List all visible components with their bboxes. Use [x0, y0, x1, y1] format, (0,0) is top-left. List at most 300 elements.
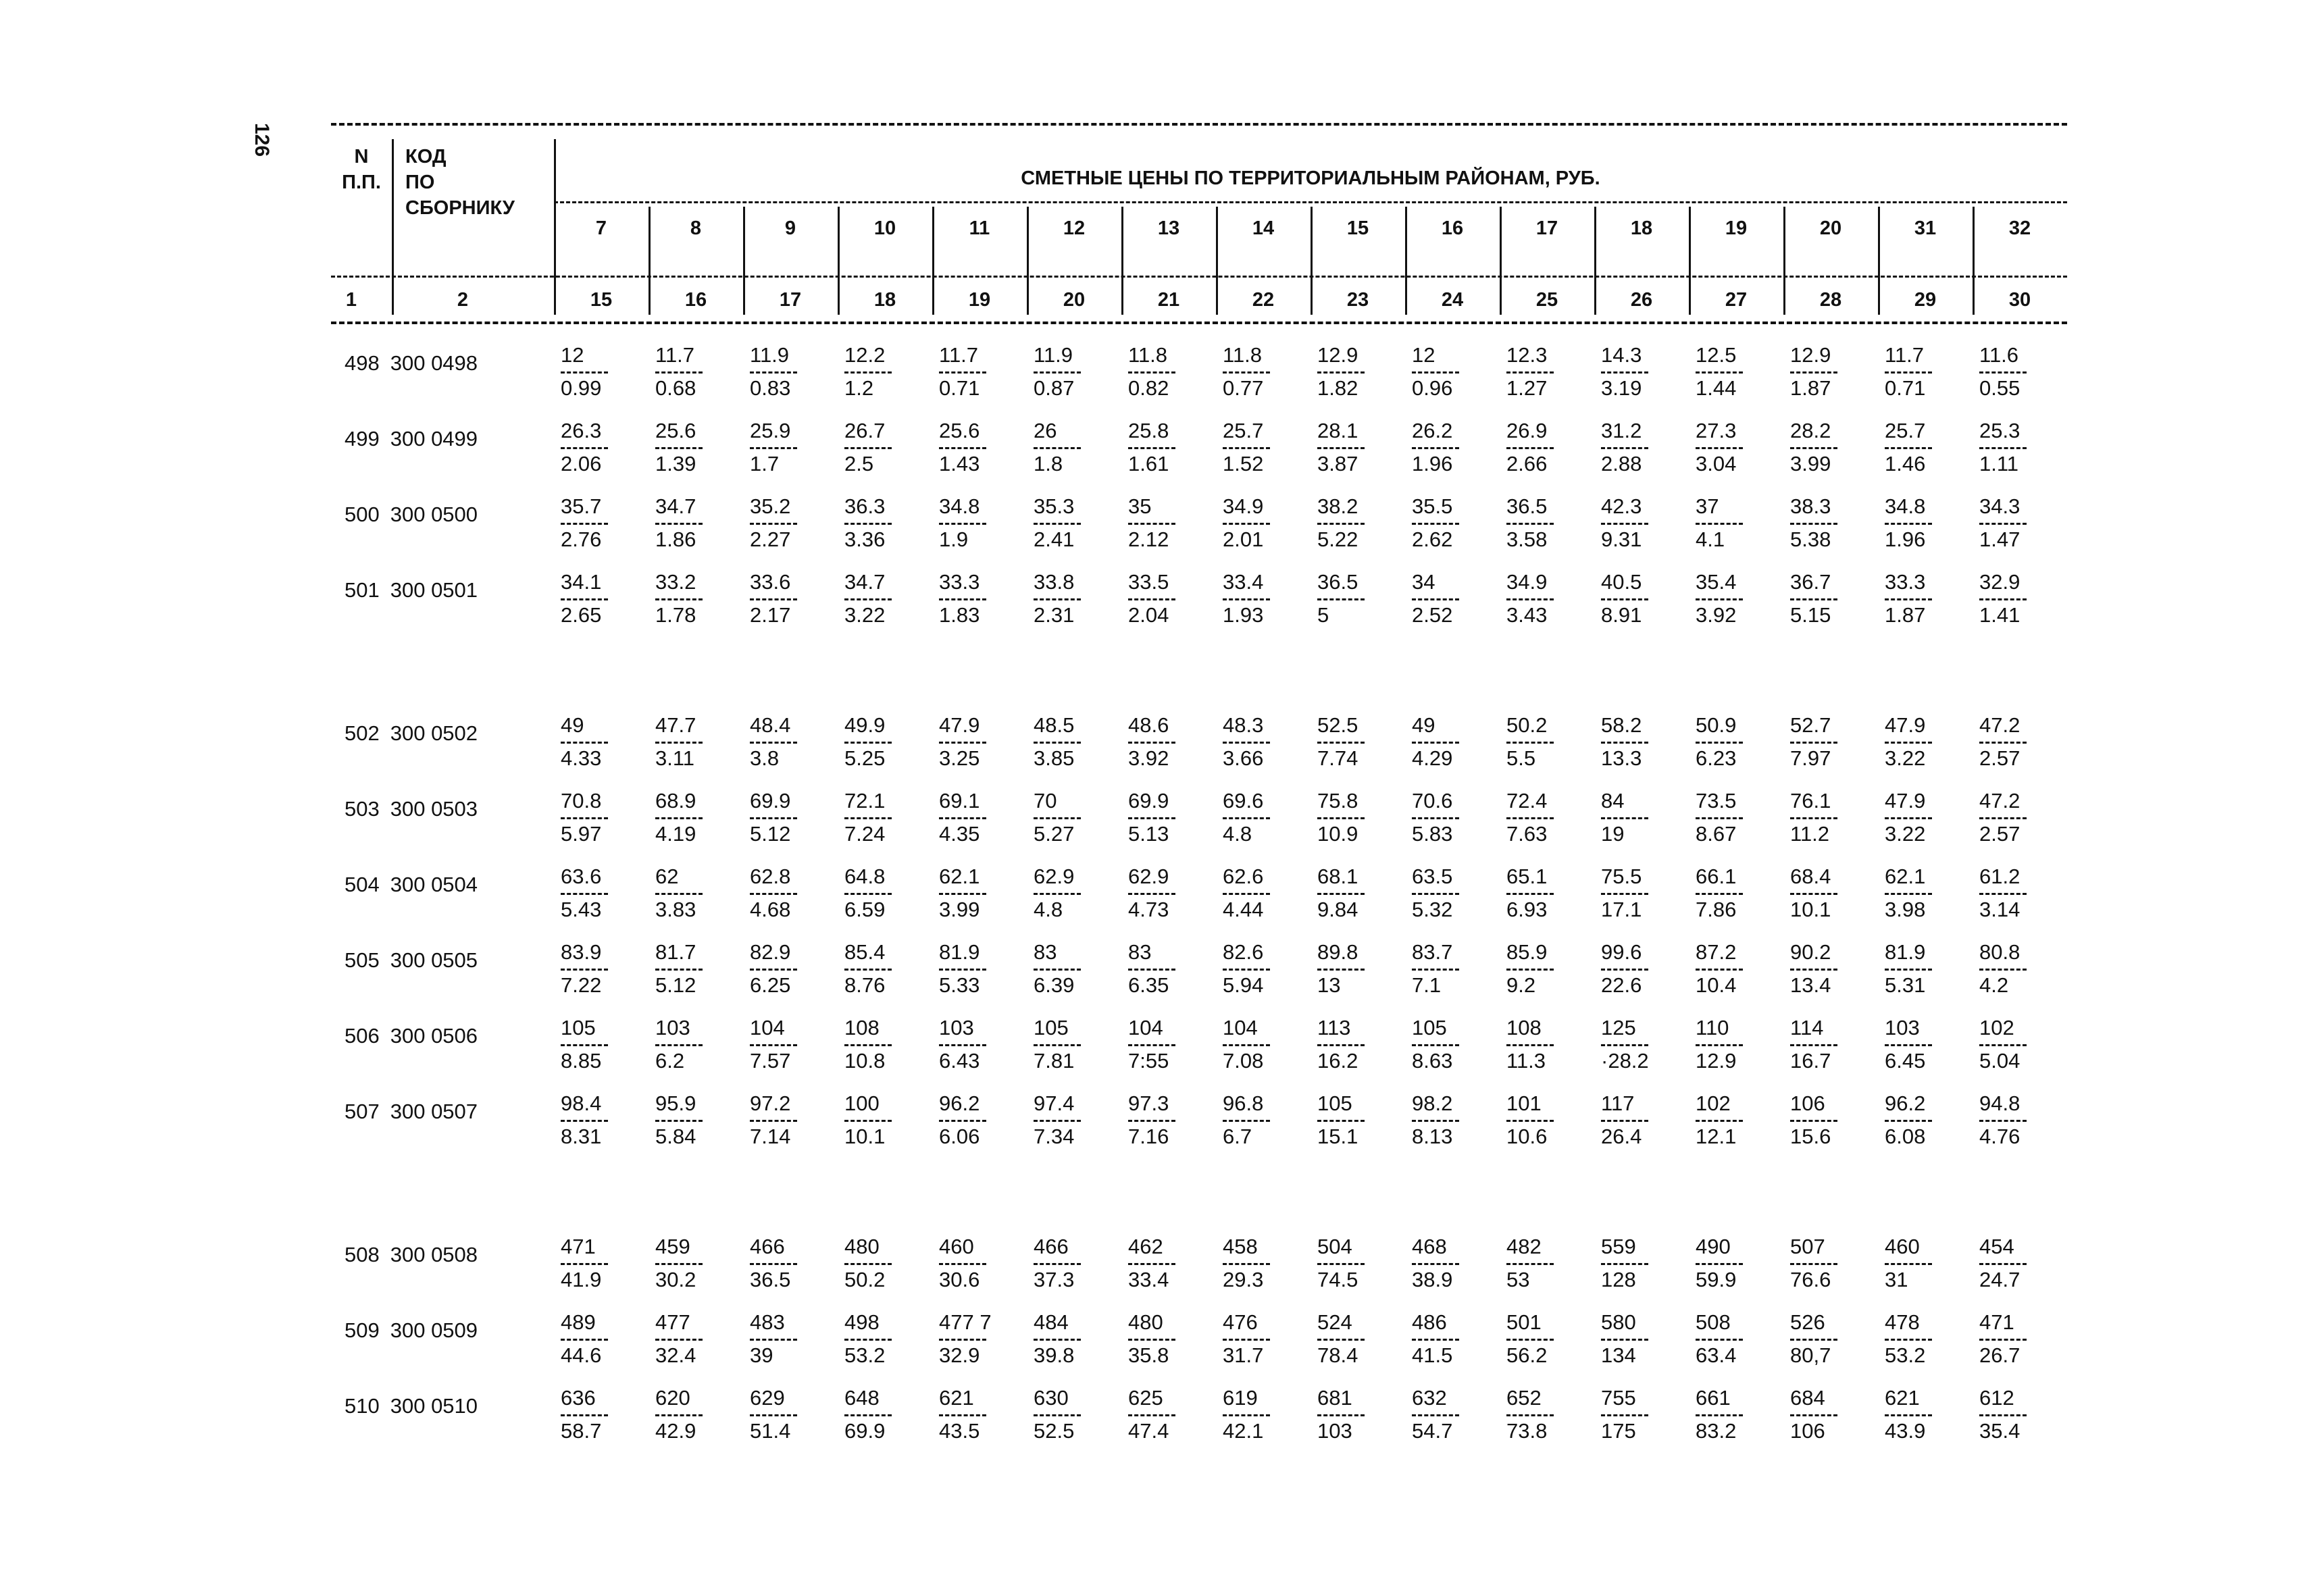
price-value: 72.1	[844, 789, 886, 813]
column-number: 15	[590, 289, 613, 311]
column-number: 27	[1725, 289, 1748, 311]
price-sub-value: 9.2	[1506, 973, 1536, 997]
fraction-bar	[1601, 447, 1648, 449]
price-sub-value: 1.44	[1696, 376, 1737, 400]
price-cell	[1696, 494, 1777, 552]
fraction-bar	[561, 523, 608, 525]
price-sub-value: 0.83	[750, 376, 791, 400]
column-number: 17	[779, 289, 802, 311]
row-number-and-code	[345, 721, 478, 746]
price-cell	[1979, 865, 2060, 922]
table-row	[331, 482, 2067, 558]
price-sub-value: 2.31	[1034, 603, 1075, 627]
price-cell	[1790, 713, 1871, 771]
fraction-bar	[655, 1263, 703, 1265]
price-sub-value: 0.71	[1885, 376, 1926, 400]
price-sub-value: 7:55	[1128, 1049, 1169, 1073]
price-sub-value: 1.96	[1412, 452, 1453, 475]
row-number-and-code	[345, 1024, 478, 1048]
price-value: 34.9	[1506, 570, 1548, 594]
price-sub-value: 1.27	[1506, 376, 1548, 400]
price-cell	[1790, 865, 1871, 922]
price-sub-value: 5.33	[939, 973, 980, 997]
price-cell	[844, 1310, 925, 1368]
price-sub-value: 56.2	[1506, 1343, 1548, 1367]
price-sub-value: 1.61	[1128, 452, 1169, 475]
row-number: 510	[345, 1394, 380, 1418]
fraction-bar	[939, 523, 986, 525]
fraction-bar	[1696, 969, 1743, 971]
row-code: 300 0505	[390, 948, 478, 972]
price-value: 114	[1790, 1016, 1824, 1039]
fraction-bar	[561, 598, 608, 600]
price-value: 69.9	[1128, 789, 1169, 813]
fraction-bar	[1601, 1263, 1648, 1265]
price-cell	[1601, 570, 1682, 627]
price-cell	[1034, 1310, 1115, 1368]
fraction-bar	[1412, 371, 1459, 374]
price-sub-value: 3.92	[1128, 746, 1169, 770]
fraction-bar	[939, 817, 986, 819]
price-value: 468	[1412, 1235, 1447, 1258]
fraction-bar	[1128, 447, 1175, 449]
region-header: 8	[690, 217, 702, 239]
price-value: 36.5	[1317, 570, 1358, 594]
fraction-bar	[1506, 1044, 1554, 1046]
table-row	[331, 1374, 2067, 1449]
price-value: 26.7	[844, 419, 886, 442]
price-sub-value: 10.1	[844, 1125, 886, 1148]
row-number: 499	[345, 427, 380, 451]
price-value: 83.9	[561, 940, 602, 964]
group-spacer	[331, 634, 2067, 701]
price-cell	[1317, 865, 1398, 922]
price-value: 38.2	[1317, 494, 1358, 518]
price-value: 99.6	[1601, 940, 1642, 964]
price-cell	[1979, 940, 2060, 998]
price-value: 34.7	[844, 570, 886, 594]
fraction-bar	[1034, 598, 1081, 600]
price-cell	[1223, 419, 1304, 476]
fraction-bar	[1506, 1263, 1554, 1265]
price-cell	[1979, 1016, 2060, 1073]
price-value: 62.1	[1885, 865, 1926, 888]
price-value: 102	[1979, 1016, 2014, 1039]
price-sub-value: 7.16	[1128, 1125, 1169, 1148]
fraction-bar	[1128, 817, 1175, 819]
price-cell	[561, 789, 642, 846]
price-value: 620	[655, 1386, 690, 1410]
price-cell	[939, 865, 1020, 922]
price-cell	[1979, 1310, 2060, 1368]
price-value: 476	[1223, 1310, 1258, 1334]
price-sub-value: 5.04	[1979, 1049, 2020, 1073]
price-cell	[1979, 1091, 2060, 1149]
price-cell	[1412, 1386, 1493, 1443]
price-cell	[1696, 570, 1777, 627]
price-cell	[1506, 419, 1587, 476]
price-value: 37	[1696, 494, 1719, 518]
price-value: 96.2	[1885, 1091, 1926, 1115]
price-value: 33.6	[750, 570, 791, 594]
price-value: 466	[750, 1235, 785, 1258]
price-value: 471	[1979, 1310, 2014, 1334]
price-cell	[844, 1386, 925, 1443]
price-value: 62.9	[1034, 865, 1075, 888]
price-cell	[939, 789, 1020, 846]
price-sub-value: 2.04	[1128, 603, 1169, 627]
region-header: 18	[1630, 217, 1653, 239]
fraction-bar	[1223, 1414, 1270, 1416]
price-sub-value: 0.68	[655, 376, 696, 400]
fraction-bar	[1601, 742, 1648, 744]
price-cell	[750, 789, 831, 846]
price-cell	[1696, 1386, 1777, 1443]
price-sub-value: 3.66	[1223, 746, 1264, 770]
price-cell	[561, 1091, 642, 1149]
price-cell	[1034, 865, 1115, 922]
price-cell	[1412, 1016, 1493, 1073]
price-value: 62.8	[750, 865, 791, 888]
fraction-bar	[1412, 969, 1459, 971]
price-value: 31.2	[1601, 419, 1642, 442]
price-cell	[1979, 494, 2060, 552]
fraction-bar	[1223, 447, 1270, 449]
fraction-bar	[750, 1263, 797, 1265]
price-cell	[1601, 1235, 1682, 1292]
price-cell	[1128, 789, 1209, 846]
price-cell	[1317, 494, 1398, 552]
price-sub-value: 26.7	[1979, 1343, 2020, 1367]
price-sub-value: 5.15	[1790, 603, 1831, 627]
price-value: 27.3	[1696, 419, 1737, 442]
price-value: 96.8	[1223, 1091, 1264, 1115]
price-cell	[1506, 865, 1587, 922]
fraction-bar	[1506, 447, 1554, 449]
price-value: 48.4	[750, 713, 791, 737]
fraction-bar	[750, 1339, 797, 1341]
price-cell	[655, 494, 736, 552]
region-header: 9	[784, 217, 796, 239]
price-sub-value: 6.08	[1885, 1125, 1926, 1148]
price-value: 42.3	[1601, 494, 1642, 518]
price-sub-value: 29.3	[1223, 1268, 1264, 1291]
page-number: 126	[251, 123, 273, 157]
fraction-bar	[1412, 1263, 1459, 1265]
fraction-bar	[1223, 371, 1270, 374]
price-value: 85.4	[844, 940, 886, 964]
table-row	[331, 777, 2067, 852]
price-sub-value: 16.2	[1317, 1049, 1358, 1073]
price-sub-value: 2.65	[561, 603, 602, 627]
fraction-bar	[1885, 598, 1932, 600]
price-cell	[561, 494, 642, 552]
price-cell	[1223, 1016, 1304, 1073]
table-header	[331, 126, 2067, 321]
price-value: 108	[1506, 1016, 1542, 1039]
header-bottom-rule	[331, 321, 2067, 324]
header-code-label: ПО	[405, 172, 435, 193]
row-number-and-code	[345, 948, 478, 973]
fraction-bar	[1034, 817, 1081, 819]
fraction-bar	[844, 1044, 892, 1046]
region-header: 32	[2008, 217, 2031, 239]
price-cell	[1128, 865, 1209, 922]
row-number: 505	[345, 948, 380, 972]
price-sub-value: 6.25	[750, 973, 791, 997]
fraction-bar	[655, 523, 703, 525]
row-number-and-code	[345, 797, 478, 821]
price-sub-value: 0.96	[1412, 376, 1453, 400]
price-sub-value: 1.2	[844, 376, 874, 400]
table-row	[331, 701, 2067, 777]
price-sub-value: 3.36	[844, 527, 886, 551]
price-sub-value: 4.44	[1223, 898, 1264, 921]
price-value: 460	[1885, 1235, 1920, 1258]
price-sub-value: 3.14	[1979, 898, 2020, 921]
fraction-bar	[1128, 1339, 1175, 1341]
price-value: 75.5	[1601, 865, 1642, 888]
price-sub-value: 4.8	[1034, 898, 1063, 921]
price-sub-value: 4.73	[1128, 898, 1169, 921]
price-sub-value: 5.31	[1885, 973, 1926, 997]
price-cell	[1696, 1091, 1777, 1149]
fraction-bar	[1696, 598, 1743, 600]
price-sub-value: 32.4	[655, 1343, 696, 1367]
price-value: 63.5	[1412, 865, 1453, 888]
price-sub-value: 1.46	[1885, 452, 1926, 475]
price-cell	[655, 1016, 736, 1073]
column-number: 23	[1346, 289, 1369, 311]
price-sub-value: 41.5	[1412, 1343, 1453, 1367]
price-sub-value: 1.11	[1979, 452, 2019, 475]
price-value: 98.4	[561, 1091, 602, 1115]
price-cell	[655, 1386, 736, 1443]
price-value: 35.2	[750, 494, 791, 518]
price-sub-value: 24.7	[1979, 1268, 2020, 1291]
price-sub-value: 3.99	[939, 898, 980, 921]
fraction-bar	[939, 447, 986, 449]
price-cell	[1317, 1091, 1398, 1149]
price-value: 97.4	[1034, 1091, 1075, 1115]
price-sub-value: 47.4	[1128, 1419, 1169, 1443]
price-sub-value: 2.66	[1506, 452, 1548, 475]
price-sub-value: 74.5	[1317, 1268, 1358, 1291]
fraction-bar	[1696, 1120, 1743, 1122]
price-cell	[1979, 419, 2060, 476]
fraction-bar	[1223, 742, 1270, 744]
row-number-and-code	[345, 1394, 478, 1418]
fraction-bar	[1317, 371, 1365, 374]
fraction-bar	[844, 523, 892, 525]
price-value: 83	[1128, 940, 1152, 964]
price-cell	[1506, 1235, 1587, 1292]
fraction-bar	[1979, 1339, 2027, 1341]
price-value: 125	[1601, 1016, 1636, 1039]
price-sub-value: 0.99	[561, 376, 602, 400]
fraction-bar	[1412, 742, 1459, 744]
header-npp-label: П.П.	[342, 172, 381, 193]
column-number: 18	[873, 289, 896, 311]
price-sub-value: 1.52	[1223, 452, 1264, 475]
price-sub-value: 3.22	[1885, 746, 1926, 770]
price-value: 105	[1317, 1091, 1352, 1115]
price-sub-value: 41.9	[561, 1268, 602, 1291]
fraction-bar	[1223, 969, 1270, 971]
price-value: 36.7	[1790, 570, 1831, 594]
price-value: 62	[655, 865, 679, 888]
price-sub-value: 106	[1790, 1419, 1825, 1443]
fraction-bar	[1128, 1263, 1175, 1265]
fraction-bar	[655, 447, 703, 449]
row-code: 300 0504	[390, 873, 478, 896]
price-sub-value: 5.32	[1412, 898, 1453, 921]
price-sub-value: 0.71	[939, 376, 980, 400]
price-sub-value: 1.8	[1034, 452, 1063, 475]
price-cell	[1790, 789, 1871, 846]
fraction-bar	[1885, 1120, 1932, 1122]
price-cell	[1317, 1016, 1398, 1073]
price-cell	[1412, 1091, 1493, 1149]
price-cell	[844, 1016, 925, 1073]
fraction-bar	[1317, 598, 1365, 600]
fraction-bar	[1885, 1263, 1932, 1265]
price-sub-value: 19	[1601, 822, 1625, 846]
fraction-bar	[1128, 598, 1175, 600]
fraction-bar	[1317, 1263, 1365, 1265]
fraction-bar	[939, 1120, 986, 1122]
price-sub-value: 7.57	[750, 1049, 791, 1073]
price-value: 454	[1979, 1235, 2014, 1258]
fraction-bar	[1601, 371, 1648, 374]
price-sub-value: 5.97	[561, 822, 602, 846]
price-sub-value: 4.8	[1223, 822, 1252, 846]
price-sub-value: 3.58	[1506, 527, 1548, 551]
fraction-bar	[1317, 523, 1365, 525]
price-cell	[1412, 1235, 1493, 1292]
fraction-bar	[655, 742, 703, 744]
row-number-and-code	[345, 1243, 478, 1267]
price-sub-value: 5.83	[1412, 822, 1453, 846]
price-sub-value: 43.5	[939, 1419, 980, 1443]
price-sub-value: 6.35	[1128, 973, 1169, 997]
price-cell	[1412, 570, 1493, 627]
fraction-bar	[1412, 598, 1459, 600]
fraction-bar	[655, 371, 703, 374]
row-code: 300 0509	[390, 1318, 478, 1342]
fraction-bar	[561, 1044, 608, 1046]
price-value: 466	[1034, 1235, 1069, 1258]
price-cell	[1601, 789, 1682, 846]
price-cell	[1696, 419, 1777, 476]
price-cell	[1885, 1016, 1966, 1073]
fraction-bar	[750, 893, 797, 895]
price-cell	[1128, 1091, 1209, 1149]
price-sub-value: 8.76	[844, 973, 886, 997]
price-value: 103	[939, 1016, 974, 1039]
price-cell	[1128, 1235, 1209, 1292]
fraction-bar	[1034, 371, 1081, 374]
price-value: 64.8	[844, 865, 886, 888]
row-code: 300 0498	[390, 351, 478, 375]
region-header: 11	[969, 217, 990, 239]
fraction-bar	[1034, 1044, 1081, 1046]
price-sub-value: 4.68	[750, 898, 791, 921]
price-cell	[1317, 940, 1398, 998]
price-value: 619	[1223, 1386, 1258, 1410]
price-value: 90.2	[1790, 940, 1831, 964]
price-sub-value: 0.82	[1128, 376, 1169, 400]
price-value: 117	[1601, 1091, 1635, 1115]
price-cell	[1885, 343, 1966, 401]
header-code-label: СБОРНИКУ	[405, 197, 515, 219]
price-cell	[750, 1235, 831, 1292]
price-value: 12.3	[1506, 343, 1548, 367]
price-sub-value: 1.9	[939, 527, 969, 551]
price-value: 25.7	[1885, 419, 1926, 442]
fraction-bar	[1506, 1339, 1554, 1341]
row-number: 498	[345, 351, 380, 375]
fraction-bar	[1317, 969, 1365, 971]
price-cell	[939, 940, 1020, 998]
price-value: 50.2	[1506, 713, 1548, 737]
price-sub-value: 2.01	[1223, 527, 1264, 551]
price-sub-value: 42.9	[655, 1419, 696, 1443]
fraction-bar	[939, 1414, 986, 1416]
price-cell	[655, 343, 736, 401]
fraction-bar	[1885, 1044, 1932, 1046]
row-number-and-code	[345, 873, 478, 897]
fraction-bar	[561, 1414, 608, 1416]
price-sub-value: 5.84	[655, 1125, 696, 1148]
price-sub-value: 7.97	[1790, 746, 1831, 770]
fraction-bar	[1790, 1263, 1837, 1265]
price-sub-value: 39.8	[1034, 1343, 1075, 1367]
fraction-bar	[1223, 1339, 1270, 1341]
fraction-bar	[1790, 598, 1837, 600]
price-value: 524	[1317, 1310, 1352, 1334]
price-cell	[1601, 865, 1682, 922]
price-sub-value: 4.33	[561, 746, 602, 770]
price-cell	[1696, 789, 1777, 846]
price-cell	[1885, 1091, 1966, 1149]
price-sub-value: 7.74	[1317, 746, 1358, 770]
header-divider	[392, 139, 394, 315]
price-cell	[1412, 713, 1493, 771]
price-sub-value: 52.5	[1034, 1419, 1075, 1443]
price-sub-value: 1.93	[1223, 603, 1264, 627]
fraction-bar	[1034, 447, 1081, 449]
price-value: 101	[1506, 1091, 1542, 1115]
price-cell	[1979, 343, 2060, 401]
price-value: 11.9	[750, 343, 790, 367]
price-value: 34.3	[1979, 494, 2020, 518]
region-header: 19	[1725, 217, 1748, 239]
region-header: 13	[1157, 217, 1180, 239]
price-cell	[1128, 713, 1209, 771]
price-value: 113	[1317, 1016, 1351, 1039]
price-value: 460	[939, 1235, 974, 1258]
price-cell	[1034, 343, 1115, 401]
price-value: 52.7	[1790, 713, 1831, 737]
price-cell	[561, 1386, 642, 1443]
column-number: 19	[968, 289, 991, 311]
price-value: 102	[1696, 1091, 1731, 1115]
fraction-bar	[655, 969, 703, 971]
price-cell	[1412, 1310, 1493, 1368]
table-row	[331, 1004, 2067, 1079]
price-cell	[844, 570, 925, 627]
